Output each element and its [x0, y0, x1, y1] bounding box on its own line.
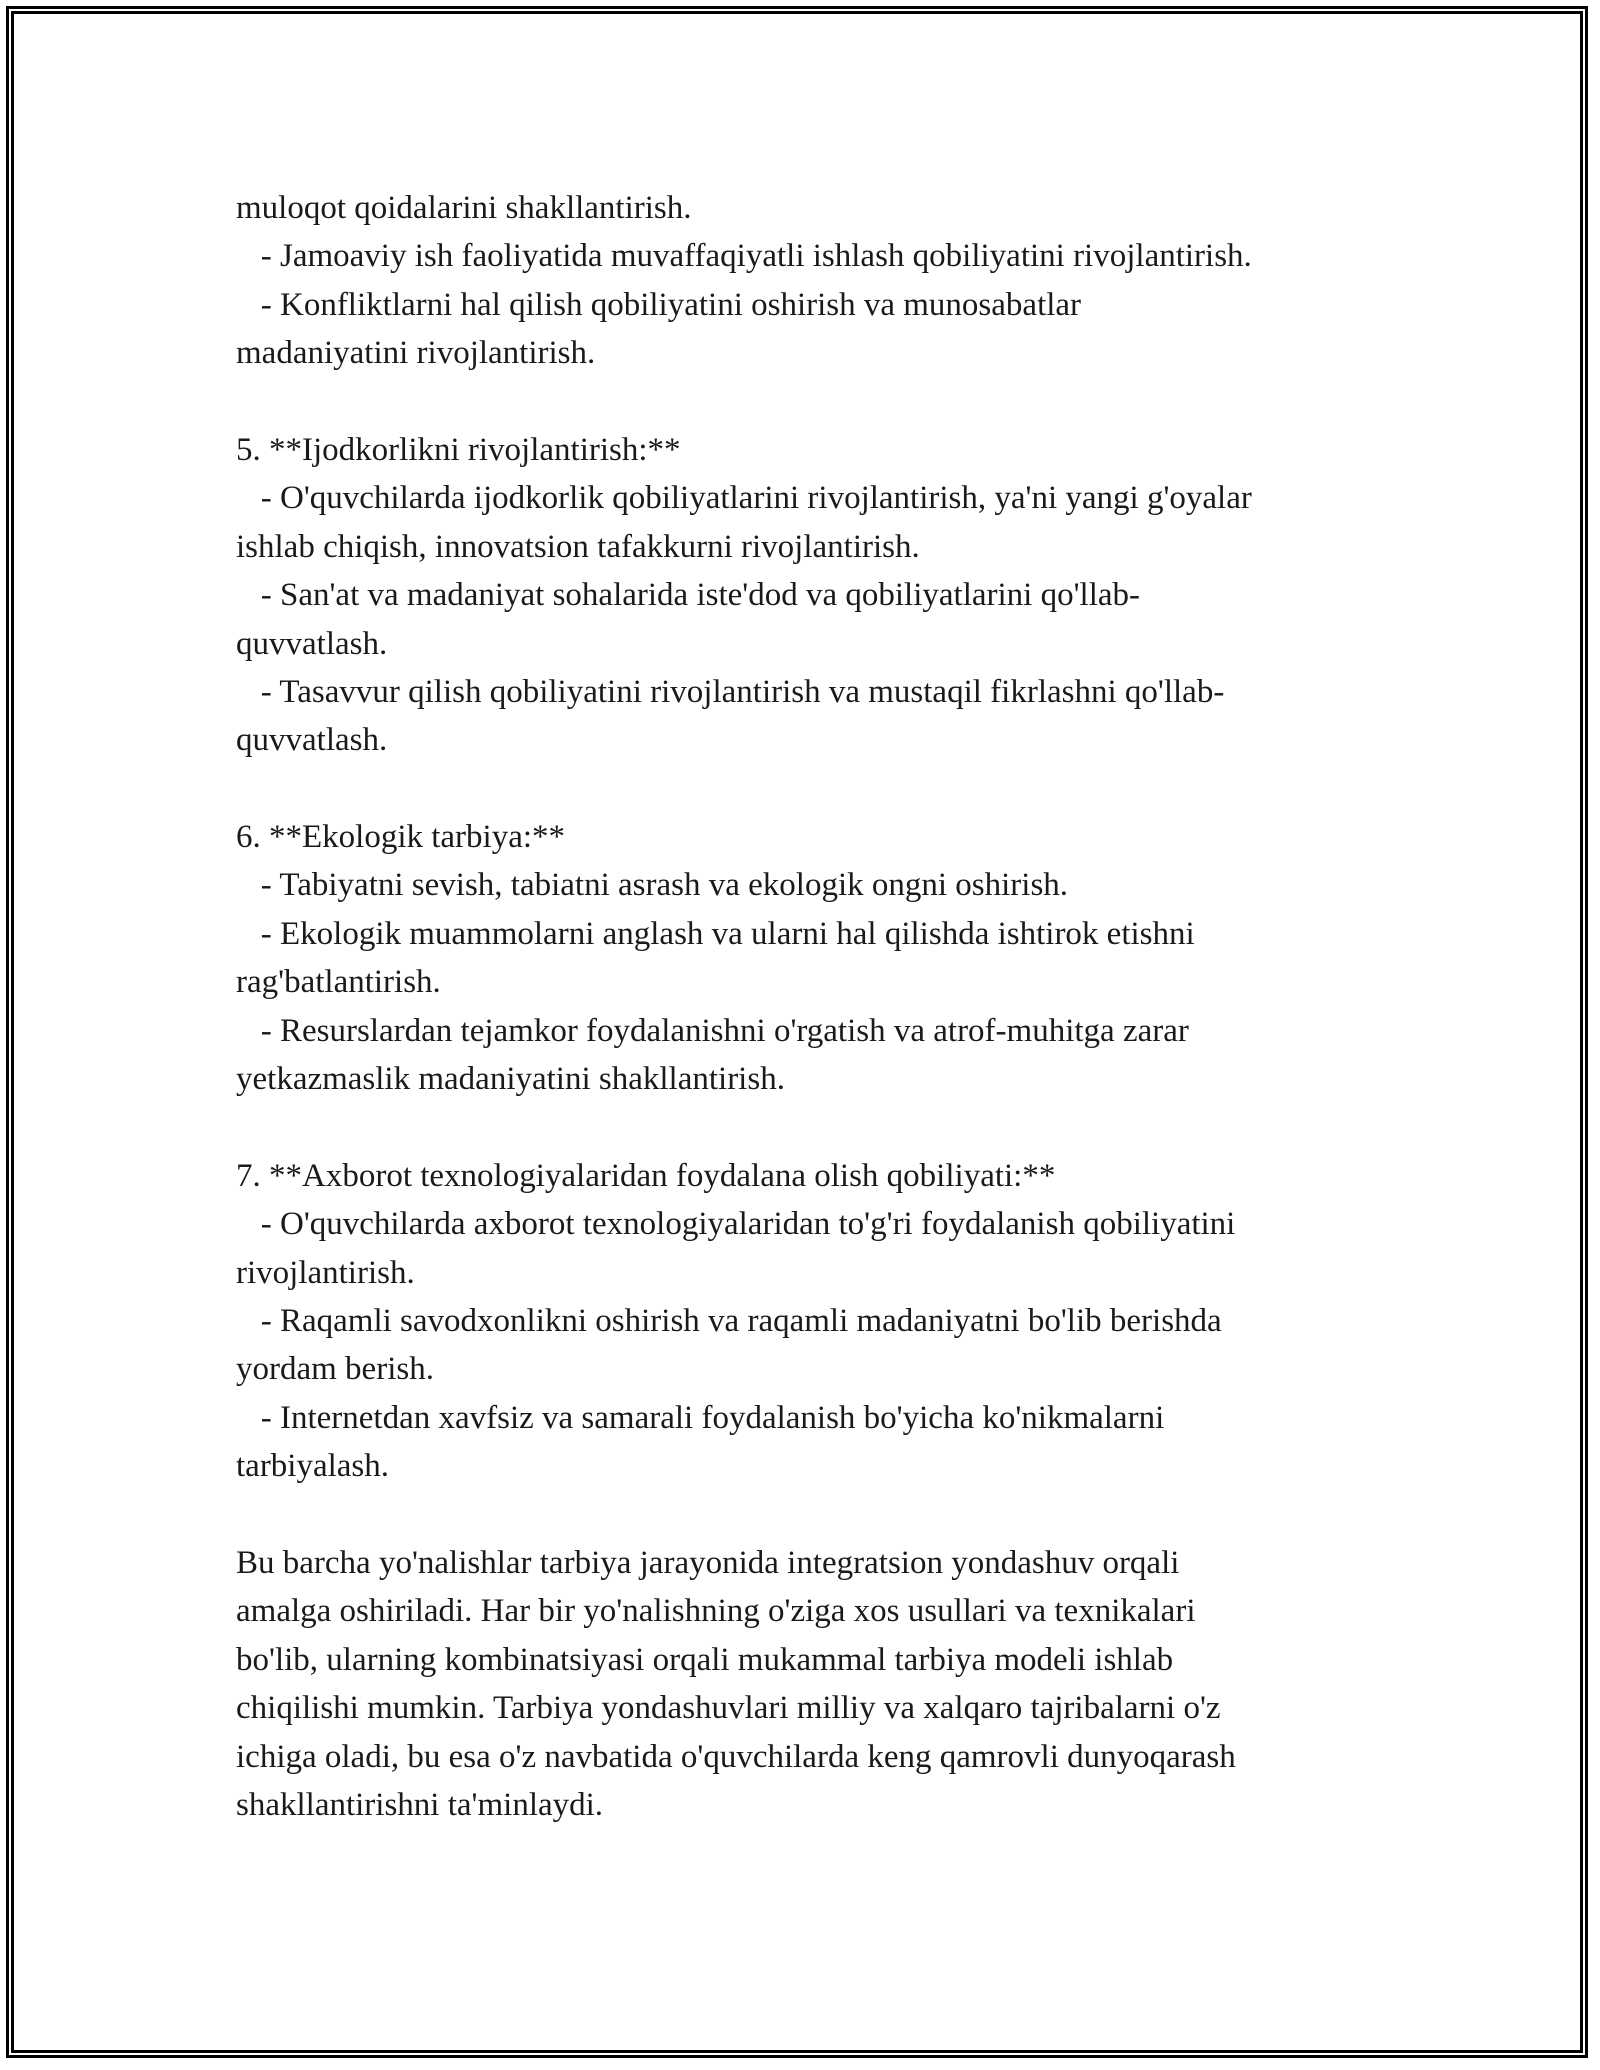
text-line: yetkazmaslik madaniyatini shakllantirish. — [236, 1061, 785, 1098]
paragraph-gap — [236, 765, 1376, 813]
bullet-line: - O'quvchilarda ijodkorlik qobiliyatlarini rivojlantirish, ya'ni yangi g'oyalar — [236, 480, 1252, 517]
paragraph-gap — [236, 378, 1376, 426]
section-heading: 7. **Axborot texnologiyalaridan foydalana olish qobiliyati:** — [236, 1157, 1056, 1194]
text-line: rivojlantirish. — [236, 1254, 415, 1291]
section-heading: 5. **Ijodkorlikni rivojlantirish:** — [236, 431, 681, 468]
paragraph-line: bo'lib, ularning kombinatsiyasi orqali mukammal tarbiya modeli ishlab — [236, 1641, 1174, 1678]
paragraph-gap — [236, 1491, 1376, 1539]
paragraph-line: Bu barcha yo'nalishlar tarbiya jarayonida integratsion yondashuv orqali — [236, 1544, 1180, 1581]
paragraph-line: chiqilishi mumkin. Tarbiya yondashuvlari milliy va xalqaro tajribalarni o'z — [236, 1690, 1221, 1727]
text-line: quvvatlash. — [236, 722, 388, 759]
paragraph-line: amalga oshiriladi. Har bir yo'nalishning o'ziga xos usullari va texnikalari — [236, 1593, 1196, 1630]
bullet-line: - Jamoaviy ish faoliyatida muvaffaqiyatli ishlash qobiliyatini rivojlantirish. — [236, 238, 1252, 275]
bullet-line: - O'quvchilarda axborot texnologiyalaridan to'g'ri foydalanish qobiliyatini — [236, 1206, 1236, 1243]
bullet-line: - Ekologik muammolarni anglash va ularni hal qilishda ishtirok etishni — [236, 915, 1195, 952]
bullet-line: - San'at va madaniyat sohalarida iste'dod va qobiliyatlarini qo'llab- — [236, 577, 1141, 614]
document-body — [236, 184, 1376, 1829]
bullet-line: - Raqamli savodxonlikni oshirish va raqamli madaniyatni bo'lib berishda — [236, 1302, 1222, 1339]
text-line: muloqot qoidalarini shakllantirish. — [236, 190, 692, 226]
bullet-line: - Konfliktlarni hal qilish qobiliyatini oshirish va munosabatlar — [236, 286, 1082, 323]
text-line: madaniyatini rivojlantirish. — [236, 335, 596, 372]
section-heading: 6. **Ekologik tarbiya:** — [236, 819, 566, 856]
bullet-line: - Internetdan xavfsiz va samarali foydalanish bo'yicha ko'nikmalarni — [236, 1399, 1165, 1436]
text-line: rag'batlantirish. — [236, 964, 441, 1001]
text-line: tarbiyalash. — [236, 1448, 390, 1485]
paragraph-gap — [236, 1103, 1376, 1151]
paragraph-line: shakllantirishni ta'minlaydi. — [236, 1786, 604, 1823]
paragraph-line: ichiga oladi, bu esa o'z navbatida o'quvchilarda keng qamrovli dunyoqarash — [236, 1738, 1236, 1775]
bullet-line: - Resurslardan tejamkor foydalanishni o'rgatish va atrof-muhitga zarar — [236, 1012, 1189, 1049]
text-line: ishlab chiqish, innovatsion tafakkurni rivojlantirish. — [236, 528, 920, 565]
text-line: yordam berish. — [236, 1351, 434, 1388]
text-line: quvvatlash. — [236, 625, 388, 662]
bullet-line: - Tasavvur qilish qobiliyatini rivojlantirish va mustaqil fikrlashni qo'llab- — [236, 673, 1225, 710]
bullet-line: - Tabiyatni sevish, tabiatni asrash va ekologik ongni oshirish. — [236, 867, 1069, 904]
